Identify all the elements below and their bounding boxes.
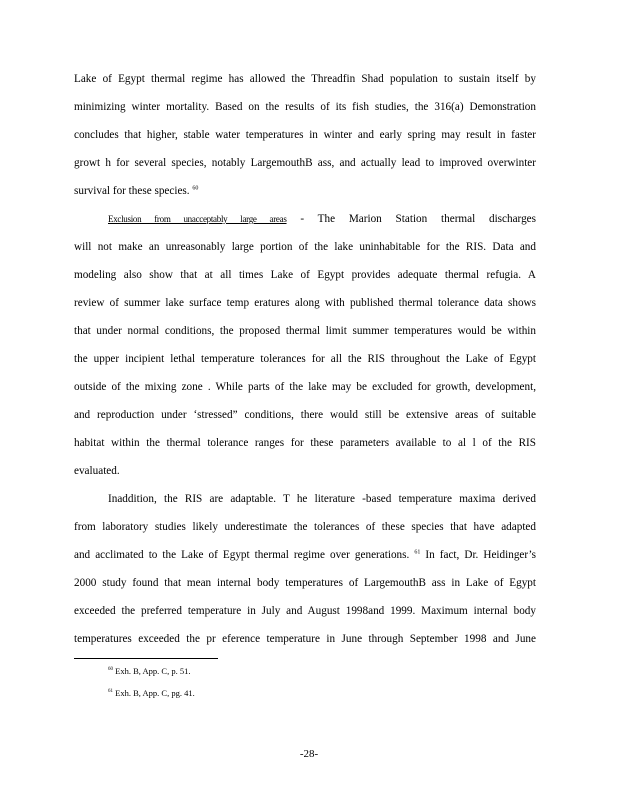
body-line: modeling also show that at all times Lake of Egypt provides adequate thermal refugia. A: [74, 269, 536, 281]
footnote: [108, 666, 190, 677]
section-heading: Exclusion from unacceptably large areas: [108, 214, 287, 224]
heading-line: [108, 212, 536, 226]
body-line: review of summer lake surface temp eratures along with published thermal tolerance data shows: [74, 297, 536, 309]
body-line: temperatures exceeded the pr eference temperature in June through September 1998 and June: [74, 633, 536, 645]
body-line: 2000 study found that mean internal body temperatures of LargemouthB ass in Lake of Egypt: [74, 577, 536, 589]
body-line: exceeded the preferred temperature in July and August 1998and 1999. Maximum internal body: [74, 605, 536, 617]
body-line: [74, 548, 536, 562]
body-line-text: and acclimated to the Lake of Egypt thermal regime over generations.: [74, 549, 410, 561]
footnote-number: 60: [108, 667, 113, 673]
body-line: [74, 184, 536, 198]
page-number: -28-: [299, 748, 319, 760]
body-line: Lake of Egypt thermal regime has allowed the Threadfin Shad population to sustain itself by: [74, 73, 536, 85]
body-line-text: - The Marion Station thermal discharges: [300, 213, 536, 225]
body-line: from laboratory studies likely underestimate the tolerances of these species that have adapted: [74, 521, 536, 533]
body-line: habitat within the thermal tolerance ranges for these parameters available to al l of the RIS: [74, 437, 536, 449]
footnote-text: Exh. B, App. C, p. 51.: [115, 666, 191, 676]
body-line-text: survival for these species.: [74, 185, 190, 197]
body-line: Inaddition, the RIS are adaptable. T he literature -based temperature maxima derived: [108, 493, 536, 505]
body-line-text: In fact, Dr. Heidinger’s: [425, 549, 536, 561]
body-line: growt h for several species, notably LargemouthB ass, and actually lead to improved overwinter: [74, 157, 536, 169]
body-line: will not make an unreasonably large portion of the lake uninhabitable for the RIS. Data and: [74, 241, 536, 253]
footnote: [108, 688, 195, 699]
footnote-number: 61: [108, 689, 113, 695]
body-line: minimizing winter mortality. Based on the results of its fish studies, the 316(a) Demonstration: [74, 101, 536, 113]
footnote-ref: 60: [192, 185, 199, 192]
body-line: evaluated.: [74, 465, 120, 477]
body-line: that under normal conditions, the proposed thermal limit summer temperatures would be within: [74, 325, 536, 337]
footnote-text: Exh. B, App. C, pg. 41.: [115, 688, 195, 698]
body-line: and reproduction under ‘stressed” conditions, there would still be extensive areas of suitable: [74, 409, 536, 421]
footnote-separator: [74, 658, 218, 659]
body-line: concludes that higher, stable water temperatures in winter and early spring may result in faster: [74, 129, 536, 141]
body-line: outside of the mixing zone . While parts of the lake may be excluded for growth, development,: [74, 381, 536, 393]
body-line: the upper incipient lethal temperature tolerances for all the RIS throughout the Lake of Egypt: [74, 353, 536, 365]
footnote-ref: 61: [414, 549, 421, 556]
